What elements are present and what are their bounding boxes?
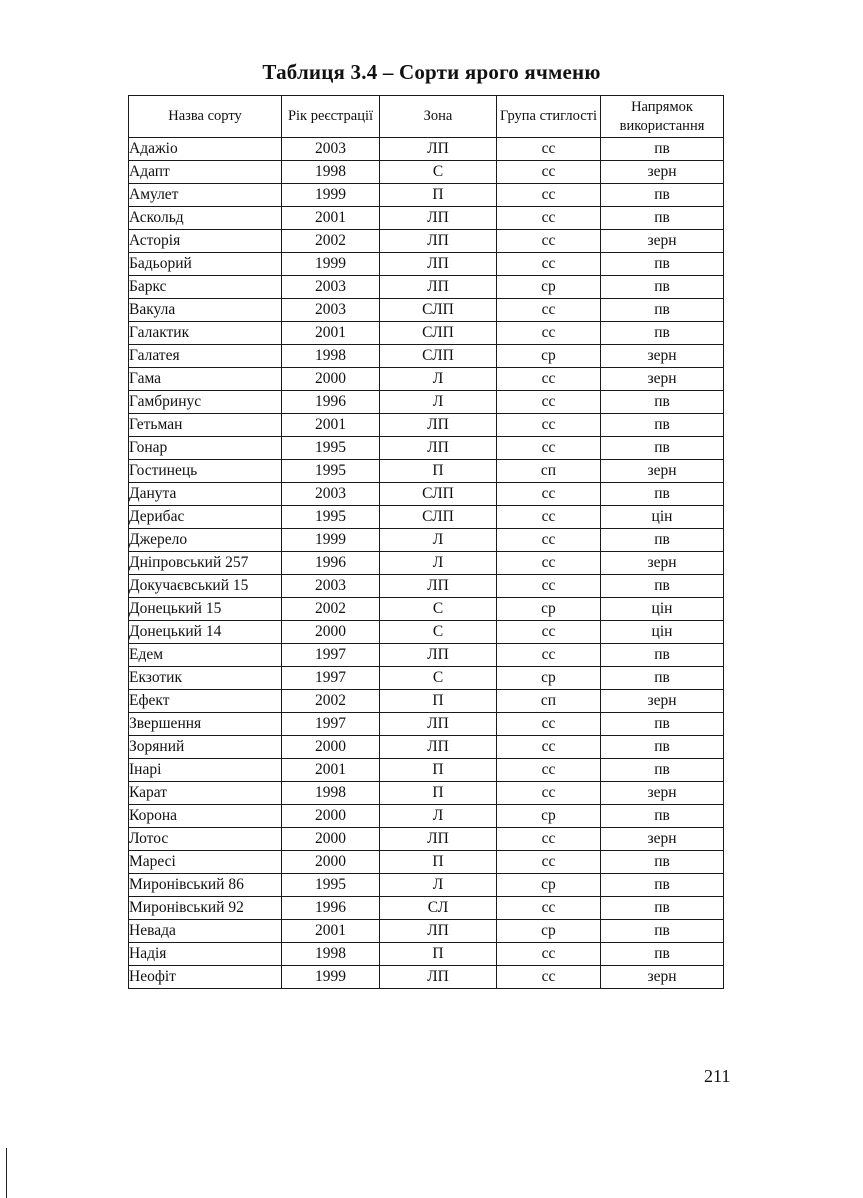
table-row	[129, 759, 724, 782]
table-row	[129, 391, 724, 414]
cell-registration-year: 1999	[282, 253, 380, 276]
cell-usage-direction: пв	[601, 575, 724, 598]
cell-variety-name: Донецький 14	[129, 621, 282, 644]
cell-variety-name: Данута	[129, 483, 282, 506]
cell-maturity-group: сс	[497, 759, 601, 782]
cell-zone: ЛП	[380, 736, 497, 759]
table-row	[129, 736, 724, 759]
table-row	[129, 299, 724, 322]
cell-variety-name: Галатея	[129, 345, 282, 368]
table-row	[129, 851, 724, 874]
cell-registration-year: 2000	[282, 828, 380, 851]
cell-zone: ЛП	[380, 575, 497, 598]
cell-usage-direction: пв	[601, 851, 724, 874]
cell-usage-direction: пв	[601, 736, 724, 759]
cell-maturity-group: сс	[497, 299, 601, 322]
cell-zone: С	[380, 161, 497, 184]
cell-zone: П	[380, 943, 497, 966]
cell-registration-year: 1999	[282, 966, 380, 989]
table-row	[129, 713, 724, 736]
table-title: Таблиця 3.4 – Сорти ярого ячменю	[262, 60, 601, 84]
cell-registration-year: 1995	[282, 437, 380, 460]
table-row	[129, 253, 724, 276]
cell-registration-year: 2000	[282, 368, 380, 391]
cell-maturity-group: сс	[497, 391, 601, 414]
cell-usage-direction: пв	[601, 184, 724, 207]
cell-registration-year: 1996	[282, 391, 380, 414]
cell-variety-name: Неофіт	[129, 966, 282, 989]
cell-maturity-group: сп	[497, 460, 601, 483]
cell-registration-year: 2000	[282, 736, 380, 759]
cell-zone: ЛП	[380, 138, 497, 161]
header-maturity-group: Група стиглості	[497, 96, 601, 138]
table-row	[129, 506, 724, 529]
cell-zone: Л	[380, 805, 497, 828]
cell-registration-year: 1999	[282, 184, 380, 207]
cell-registration-year: 2002	[282, 230, 380, 253]
cell-variety-name: Гетьман	[129, 414, 282, 437]
cell-usage-direction: пв	[601, 805, 724, 828]
cell-maturity-group: сс	[497, 644, 601, 667]
cell-zone: СЛ	[380, 897, 497, 920]
cell-usage-direction: пв	[601, 529, 724, 552]
cell-maturity-group: ср	[497, 667, 601, 690]
cell-maturity-group: сс	[497, 782, 601, 805]
cell-variety-name: Миронівський 92	[129, 897, 282, 920]
cell-registration-year: 1998	[282, 161, 380, 184]
cell-maturity-group: сс	[497, 828, 601, 851]
cell-maturity-group: ср	[497, 805, 601, 828]
cell-zone: ЛП	[380, 230, 497, 253]
cell-variety-name: Адапт	[129, 161, 282, 184]
cell-registration-year: 1995	[282, 874, 380, 897]
table-row	[129, 345, 724, 368]
cell-zone: СЛП	[380, 506, 497, 529]
cell-zone: ЛП	[380, 437, 497, 460]
table-body	[129, 138, 724, 989]
table-row	[129, 138, 724, 161]
cell-zone: ЛП	[380, 966, 497, 989]
cell-maturity-group: сс	[497, 736, 601, 759]
cell-usage-direction: пв	[601, 414, 724, 437]
cell-registration-year: 2003	[282, 138, 380, 161]
cell-usage-direction: пв	[601, 483, 724, 506]
cell-maturity-group: ср	[497, 598, 601, 621]
cell-registration-year: 2003	[282, 483, 380, 506]
cell-usage-direction: пв	[601, 644, 724, 667]
cell-maturity-group: сс	[497, 322, 601, 345]
table-row	[129, 184, 724, 207]
cell-variety-name: Дерибас	[129, 506, 282, 529]
cell-variety-name: Інарі	[129, 759, 282, 782]
cell-zone: СЛП	[380, 345, 497, 368]
cell-zone: С	[380, 667, 497, 690]
header-registration-year: Рік реєстрації	[282, 96, 380, 138]
cell-zone: СЛП	[380, 483, 497, 506]
cell-variety-name: Аскольд	[129, 207, 282, 230]
cell-maturity-group: сс	[497, 230, 601, 253]
cell-zone: ЛП	[380, 828, 497, 851]
table-row	[129, 782, 724, 805]
cell-usage-direction: пв	[601, 276, 724, 299]
cell-usage-direction: пв	[601, 322, 724, 345]
cell-zone: ЛП	[380, 644, 497, 667]
table-row	[129, 690, 724, 713]
page-number: 211	[704, 1066, 731, 1086]
table-row	[129, 897, 724, 920]
cell-zone: П	[380, 759, 497, 782]
cell-registration-year: 2003	[282, 276, 380, 299]
table-row	[129, 805, 724, 828]
table-row	[129, 529, 724, 552]
cell-zone: ЛП	[380, 207, 497, 230]
cell-zone: П	[380, 851, 497, 874]
cell-maturity-group: ср	[497, 345, 601, 368]
cell-zone: Л	[380, 529, 497, 552]
table-row	[129, 598, 724, 621]
cell-registration-year: 2001	[282, 414, 380, 437]
cell-maturity-group: сс	[497, 368, 601, 391]
cell-maturity-group: сс	[497, 506, 601, 529]
cell-usage-direction: пв	[601, 253, 724, 276]
cell-registration-year: 2002	[282, 690, 380, 713]
cell-maturity-group: сс	[497, 253, 601, 276]
cell-maturity-group: сс	[497, 851, 601, 874]
cell-registration-year: 1997	[282, 713, 380, 736]
cell-variety-name: Асторія	[129, 230, 282, 253]
cell-usage-direction: цін	[601, 598, 724, 621]
cell-variety-name: Гонар	[129, 437, 282, 460]
cell-registration-year: 2003	[282, 299, 380, 322]
cell-zone: Л	[380, 391, 497, 414]
cell-usage-direction: зерн	[601, 552, 724, 575]
cell-variety-name: Маресі	[129, 851, 282, 874]
table-row	[129, 621, 724, 644]
cell-variety-name: Екзотик	[129, 667, 282, 690]
cell-variety-name: Карат	[129, 782, 282, 805]
cell-usage-direction: пв	[601, 667, 724, 690]
cell-maturity-group: сс	[497, 207, 601, 230]
cell-registration-year: 2001	[282, 920, 380, 943]
cell-zone: СЛП	[380, 322, 497, 345]
margin-line	[6, 1148, 7, 1198]
cell-zone: ЛП	[380, 414, 497, 437]
cell-zone: П	[380, 782, 497, 805]
cell-variety-name: Докучаєвський 15	[129, 575, 282, 598]
cell-maturity-group: сс	[497, 897, 601, 920]
header-variety-name: Назва сорту	[129, 96, 282, 138]
cell-zone: С	[380, 621, 497, 644]
cell-variety-name: Зоряний	[129, 736, 282, 759]
cell-registration-year: 2002	[282, 598, 380, 621]
cell-registration-year: 1995	[282, 460, 380, 483]
table-row	[129, 161, 724, 184]
varieties-table	[128, 95, 724, 989]
cell-variety-name: Звершення	[129, 713, 282, 736]
cell-variety-name: Адажіо	[129, 138, 282, 161]
cell-maturity-group: сс	[497, 529, 601, 552]
cell-variety-name: Надія	[129, 943, 282, 966]
cell-variety-name: Вакула	[129, 299, 282, 322]
cell-variety-name: Дніпровський 257	[129, 552, 282, 575]
table-row	[129, 575, 724, 598]
table-row	[129, 368, 724, 391]
table-row	[129, 207, 724, 230]
cell-registration-year: 1996	[282, 552, 380, 575]
table-row	[129, 966, 724, 989]
cell-zone: П	[380, 460, 497, 483]
table-header-row	[129, 96, 724, 138]
cell-registration-year: 2000	[282, 621, 380, 644]
cell-zone: С	[380, 598, 497, 621]
cell-usage-direction: пв	[601, 207, 724, 230]
cell-maturity-group: сс	[497, 184, 601, 207]
cell-registration-year: 1998	[282, 782, 380, 805]
cell-usage-direction: пв	[601, 943, 724, 966]
table-row	[129, 667, 724, 690]
cell-zone: Л	[380, 874, 497, 897]
cell-maturity-group: сс	[497, 552, 601, 575]
cell-zone: ЛП	[380, 920, 497, 943]
cell-registration-year: 2001	[282, 207, 380, 230]
table-row	[129, 828, 724, 851]
cell-usage-direction: зерн	[601, 782, 724, 805]
cell-variety-name: Бадьорий	[129, 253, 282, 276]
cell-maturity-group: сс	[497, 621, 601, 644]
cell-usage-direction: зерн	[601, 230, 724, 253]
table-row	[129, 414, 724, 437]
cell-variety-name: Лотос	[129, 828, 282, 851]
cell-variety-name: Невада	[129, 920, 282, 943]
table-row	[129, 552, 724, 575]
cell-usage-direction: пв	[601, 759, 724, 782]
cell-variety-name: Корона	[129, 805, 282, 828]
cell-maturity-group: сс	[497, 966, 601, 989]
cell-registration-year: 1999	[282, 529, 380, 552]
cell-usage-direction: пв	[601, 437, 724, 460]
cell-usage-direction: зерн	[601, 460, 724, 483]
cell-maturity-group: сс	[497, 138, 601, 161]
cell-zone: ЛП	[380, 253, 497, 276]
cell-registration-year: 2003	[282, 575, 380, 598]
table-row	[129, 322, 724, 345]
cell-maturity-group: сс	[497, 713, 601, 736]
cell-zone: ЛП	[380, 713, 497, 736]
table-row	[129, 437, 724, 460]
cell-maturity-group: сс	[497, 483, 601, 506]
cell-variety-name: Донецький 15	[129, 598, 282, 621]
cell-maturity-group: сс	[497, 161, 601, 184]
cell-zone: Л	[380, 368, 497, 391]
cell-registration-year: 1998	[282, 943, 380, 966]
cell-registration-year: 2001	[282, 322, 380, 345]
table-row	[129, 943, 724, 966]
header-zone: Зона	[380, 96, 497, 138]
cell-registration-year: 2001	[282, 759, 380, 782]
cell-maturity-group: сп	[497, 690, 601, 713]
cell-usage-direction: цін	[601, 506, 724, 529]
cell-zone: ЛП	[380, 276, 497, 299]
header-usage-direction: Напрямок використання	[601, 96, 724, 138]
cell-variety-name: Едем	[129, 644, 282, 667]
cell-zone: Л	[380, 552, 497, 575]
table-row	[129, 920, 724, 943]
cell-registration-year: 1997	[282, 667, 380, 690]
cell-usage-direction: зерн	[601, 690, 724, 713]
cell-usage-direction: пв	[601, 138, 724, 161]
cell-variety-name: Баркс	[129, 276, 282, 299]
cell-usage-direction: пв	[601, 713, 724, 736]
cell-registration-year: 1998	[282, 345, 380, 368]
cell-variety-name: Гамбринус	[129, 391, 282, 414]
cell-registration-year: 2000	[282, 851, 380, 874]
cell-usage-direction: цін	[601, 621, 724, 644]
table-row	[129, 276, 724, 299]
cell-registration-year: 1997	[282, 644, 380, 667]
cell-usage-direction: пв	[601, 897, 724, 920]
cell-usage-direction: пв	[601, 391, 724, 414]
cell-variety-name: Гостинець	[129, 460, 282, 483]
table-row	[129, 230, 724, 253]
cell-usage-direction: пв	[601, 299, 724, 322]
cell-usage-direction: зерн	[601, 345, 724, 368]
table-row	[129, 460, 724, 483]
cell-registration-year: 2000	[282, 805, 380, 828]
cell-maturity-group: ср	[497, 874, 601, 897]
cell-variety-name: Джерело	[129, 529, 282, 552]
cell-variety-name: Галактик	[129, 322, 282, 345]
cell-registration-year: 1995	[282, 506, 380, 529]
cell-variety-name: Ефект	[129, 690, 282, 713]
table-row	[129, 483, 724, 506]
cell-registration-year: 1996	[282, 897, 380, 920]
cell-usage-direction: пв	[601, 920, 724, 943]
cell-zone: П	[380, 690, 497, 713]
cell-maturity-group: ср	[497, 276, 601, 299]
cell-usage-direction: зерн	[601, 368, 724, 391]
cell-maturity-group: сс	[497, 437, 601, 460]
cell-usage-direction: зерн	[601, 828, 724, 851]
cell-variety-name: Гама	[129, 368, 282, 391]
cell-maturity-group: сс	[497, 943, 601, 966]
cell-zone: П	[380, 184, 497, 207]
cell-usage-direction: пв	[601, 874, 724, 897]
cell-usage-direction: зерн	[601, 161, 724, 184]
cell-maturity-group: сс	[497, 575, 601, 598]
cell-maturity-group: ср	[497, 920, 601, 943]
cell-variety-name: Амулет	[129, 184, 282, 207]
cell-usage-direction: зерн	[601, 966, 724, 989]
table-row	[129, 874, 724, 897]
cell-variety-name: Миронівський 86	[129, 874, 282, 897]
cell-zone: СЛП	[380, 299, 497, 322]
cell-maturity-group: сс	[497, 414, 601, 437]
table-row	[129, 644, 724, 667]
